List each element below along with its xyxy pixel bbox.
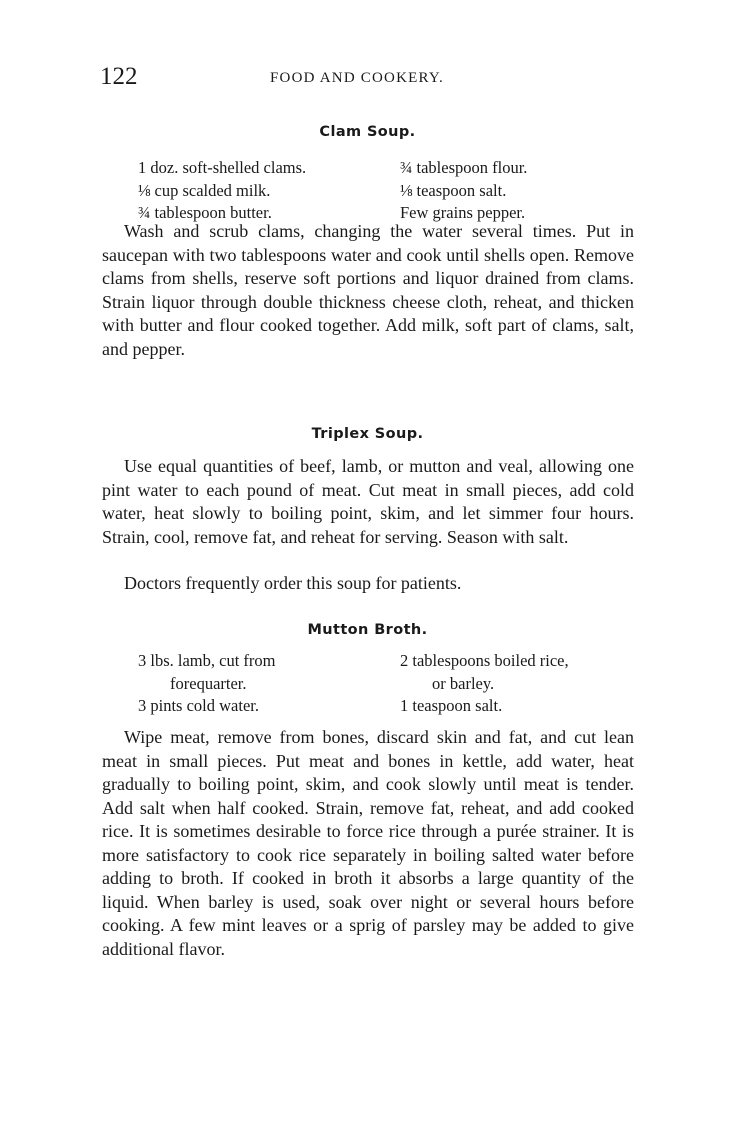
running-head	[100, 62, 640, 92]
triplex-soup-note: Doctors frequently order this soup for patients.	[124, 573, 462, 593]
mutton-broth-ingredients-right	[400, 650, 600, 718]
ingredient-line: ⅛ cup scalded milk.	[138, 180, 271, 200]
clam-soup-title: Clam Soup.	[319, 124, 416, 140]
triplex-soup-directions: Use equal quantities of beef, lamb, or mutton and veal, allowing one pint water to each pound of meat. Cut meat in small pieces, add cold water, heat slowly to boiling point, skim, and let simmer four hours. Strain, cool, remove fat, and reheat for serving. Season with salt.	[102, 456, 634, 547]
ingredient-line: ¾ tablespoon flour.	[400, 158, 528, 177]
ingredient-line: 1 teaspoon salt.	[400, 696, 503, 715]
ingredient-line: Few grains pepper.	[400, 203, 526, 222]
ingredient-line: 1 doz. soft-shelled clams.	[138, 158, 307, 177]
clam-soup-ingredients	[138, 157, 578, 227]
ingredient-line: or barley.	[432, 673, 495, 693]
ingredient-line: ⅛ teaspoon salt.	[400, 180, 507, 200]
ingredient-line: 2 tablespoons boiled rice,	[400, 651, 569, 670]
ingredient-line: 3 lbs. lamb, cut from	[138, 651, 276, 670]
clam-soup-ingredients-right	[400, 157, 600, 225]
running-title: FOOD AND COOKERY.	[270, 70, 444, 86]
ingredient-line: 3 pints cold water.	[138, 696, 259, 715]
clam-soup-directions: Wash and scrub clams, changing the water several times. Put in saucepan with two tablespoons water and cook until shells open. Remove clams from shells, reserve soft portions and liquor drained from clams. Strain liquor through double thickness cheese cloth, reheat, and thicken with butter and flour cooked together. Add milk, soft part of clams, salt, and pepper.	[102, 221, 634, 359]
mutton-broth-title: Mutton Broth.	[307, 622, 428, 638]
mutton-broth-ingredients-left	[138, 650, 388, 718]
mutton-broth-directions: Wipe meat, remove from bones, discard skin and fat, and cut lean meat in small pieces. Put meat and bones in kettle, add water, heat gradually to boiling point, skim, and cook slowly until meat is tender. Add salt when half cooked. Strain, remove fat, reheat, and add cooked rice. It is sometimes desirable to force rice through a purée strainer. It is more satisfactory to cook rice separately in boiling salted water before adding to broth. If cooked in broth it absorbs a large quantity of the liquid. When barley is used, soak over night or several hours before cooking. A few mint leaves or a sprig of parsley may be added to give additional flavor.	[102, 727, 634, 959]
triplex-soup-title: Triplex Soup.	[311, 426, 424, 442]
ingredient-line: ¾ tablespoon butter.	[138, 203, 272, 222]
ingredient-line: forequarter.	[170, 673, 247, 693]
clam-soup-ingredients-left	[138, 157, 388, 225]
page-number: 122	[100, 63, 138, 90]
mutton-broth-ingredients	[138, 650, 578, 720]
